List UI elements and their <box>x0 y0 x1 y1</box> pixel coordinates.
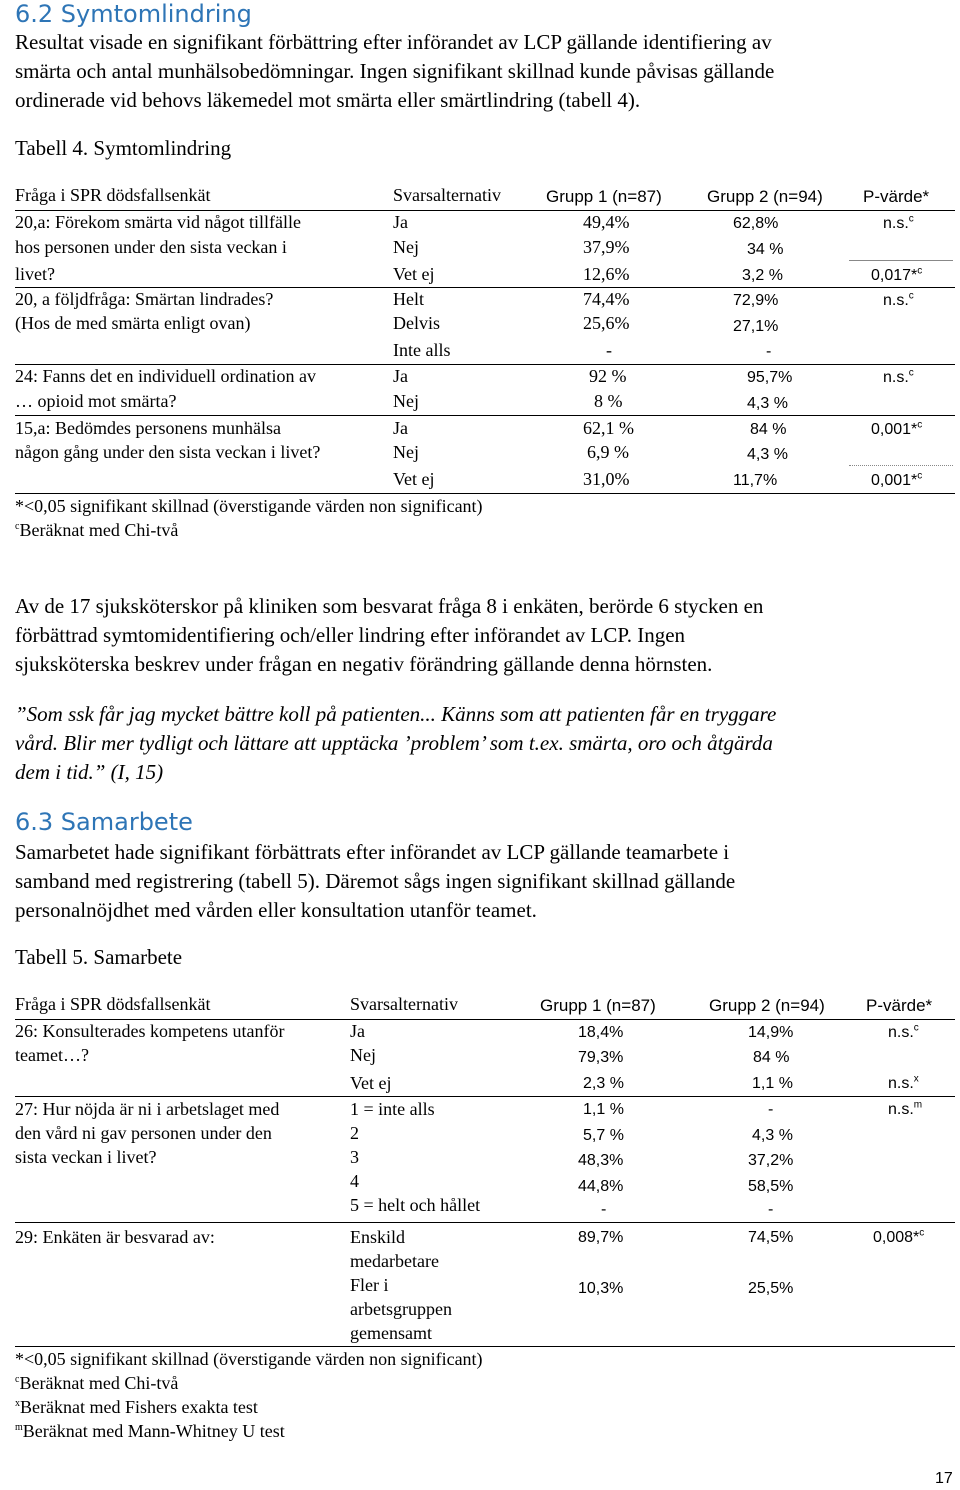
section-heading-6-3: 6.3 Samarbete <box>15 808 193 836</box>
group1-value: 8 % <box>594 391 623 411</box>
answer-option: 2 <box>350 1123 359 1143</box>
section-heading-6-2: 6.2 Symtomlindring <box>15 0 252 28</box>
answer-option: Enskild <box>350 1227 406 1247</box>
answer-option: Vet ej <box>393 469 435 489</box>
p-value: n.s.$^c$ <box>883 213 914 232</box>
p-value: n.s.$^c$ <box>883 290 914 309</box>
footnote-marker: c <box>908 213 914 225</box>
answer-option: Nej <box>393 391 419 411</box>
group2-value: 84 % <box>753 1049 790 1066</box>
paragraph-line: personalnöjdhet med vården eller konsultation utanför teamet. <box>15 898 537 922</box>
column-header-group1: Grupp 1 (n=87) <box>546 187 662 206</box>
p-value: 0,017*$^c$ <box>871 265 923 284</box>
group1-value: 44,8% <box>578 1178 624 1195</box>
group2-value: 58,5% <box>748 1178 794 1195</box>
page-number: 17 <box>935 1470 953 1487</box>
group2-value: - <box>766 343 772 360</box>
group2-value: 3,2 % <box>742 267 783 284</box>
group2-value: 4,3 % <box>747 446 788 463</box>
answer-option: Vet ej <box>350 1073 392 1093</box>
answer-option: 1 = inte alls <box>350 1099 435 1119</box>
answer-option: Delvis <box>393 313 440 333</box>
column-header-answer: Svarsalternativ <box>350 994 458 1014</box>
column-header-group2: Grupp 2 (n=94) <box>707 187 823 206</box>
answer-option: arbetsgruppen <box>350 1299 452 1319</box>
group2-value: - <box>768 1201 774 1218</box>
group2-value: 11,7% <box>733 472 778 489</box>
group1-value: - <box>606 340 612 360</box>
p-value: n.s.$^c$ <box>883 367 914 386</box>
question-text: 20,a: Förekom smärta vid något tillfälle <box>15 212 301 232</box>
paragraph-line: Av de 17 sjuksköterskor på kliniken som besvarat fråga 8 i enkäten, berörde 6 stycken en <box>15 594 764 618</box>
footnote-marker: c <box>917 265 923 277</box>
paragraph-line: sjuksköterska beskrev under frågan en negativ förändring gällande denna hörnsten. <box>15 652 713 676</box>
group2-value: 25,5% <box>748 1280 794 1297</box>
question-text: 29: Enkäten är besvarad av: <box>15 1227 215 1247</box>
table-caption: Tabell 5. Samarbete <box>15 945 183 969</box>
table-footnote: $^c$Beräknat med Chi-två <box>15 520 179 540</box>
group1-value: 79,3% <box>578 1049 624 1066</box>
table-footnote: *<0,05 signifikant skillnad (överstigande värden non significant) <box>15 496 483 516</box>
question-text: 26: Konsulterades kompetens utanför <box>15 1021 285 1041</box>
question-text: teamet…? <box>15 1045 89 1065</box>
group1-value: 2,3 % <box>583 1075 624 1092</box>
column-header-group1: Grupp 1 (n=87) <box>540 996 656 1015</box>
footnote-marker: m <box>913 1099 923 1111</box>
answer-option: Vet ej <box>393 264 435 284</box>
paragraph-line: förbättrad symtomidentifiering och/eller lindring efter införandet av LCP. Ingen <box>15 623 686 647</box>
answer-option: Nej <box>350 1045 376 1065</box>
question-text: livet? <box>15 264 55 284</box>
group2-value: - <box>768 1101 774 1118</box>
question-text: 27: Hur nöjda är ni i arbetslaget med <box>15 1099 280 1119</box>
p-value: n.s.$^m$ <box>888 1099 923 1118</box>
paragraph-line: Resultat visade en signifikant förbättring efter införandet av LCP gällande identifiering av <box>15 30 772 54</box>
group1-value: 5,7 % <box>583 1127 624 1144</box>
column-header-p-value: P-värde* <box>866 996 933 1015</box>
question-text: någon gång under den sista veckan i livet? <box>15 442 321 462</box>
answer-option: Helt <box>393 289 424 309</box>
group2-value: 37,2% <box>748 1152 794 1169</box>
footnote-marker: m <box>15 1422 23 1433</box>
group1-value: 10,3% <box>578 1280 624 1297</box>
group1-value: 48,3% <box>578 1152 624 1169</box>
p-value: n.s.$^c$ <box>888 1022 919 1041</box>
footnote-marker: c <box>917 470 923 482</box>
paragraph-line: smärta och antal munhälsobedömningar. Ingen signifikant skillnad kunde påvisas gällande <box>15 59 775 83</box>
quote-line: vård. Blir mer tydligt och lättare att upptäcka ’problem’ som t.ex. smärta, oro och åtgärda <box>15 731 773 755</box>
answer-option: 5 = helt och hållet <box>350 1195 481 1215</box>
group1-value: - <box>601 1201 607 1218</box>
column-header-p-value: P-värde* <box>863 187 930 206</box>
table-footnote: $^x$Beräknat med Fishers exakta test <box>15 1397 258 1417</box>
footnote-marker: c <box>908 290 914 302</box>
group2-value: 95,7% <box>747 369 793 386</box>
paragraph-line: ordinerade vid behovs läkemedel mot smärta eller smärtlindring (tabell 4). <box>15 88 641 112</box>
footnote-marker: c <box>917 419 923 431</box>
group1-value: 92 % <box>589 366 627 386</box>
question-text: … opioid mot smärta? <box>15 391 177 411</box>
group2-value: 62,8% <box>733 215 779 232</box>
quote-line: dem i tid.” (I, 15) <box>15 760 164 784</box>
question-text: (Hos de med smärta enligt ovan) <box>15 313 251 333</box>
column-header-group2: Grupp 2 (n=94) <box>709 996 825 1015</box>
table-caption: Tabell 4. Symtomlindring <box>15 136 232 160</box>
footnote-marker: x <box>15 1398 20 1409</box>
p-value: 0,008*$^c$ <box>873 1227 925 1246</box>
table-footnote: $^m$Beräknat med Mann-Whitney U test <box>15 1421 285 1441</box>
group2-value: 4,3 % <box>747 395 788 412</box>
question-text: hos personen under den sista veckan i <box>15 237 287 257</box>
question-text: 24: Fanns det en individuell ordination av <box>15 366 316 386</box>
question-text: sista veckan i livet? <box>15 1147 157 1167</box>
group1-value: 49,4% <box>583 212 630 232</box>
group1-value: 25,6% <box>583 313 630 333</box>
group1-value: 89,7% <box>578 1229 624 1246</box>
group1-value: 1,1 % <box>583 1101 624 1118</box>
footnote-marker: c <box>919 1227 925 1239</box>
question-text: den vård ni gav personen under den <box>15 1123 272 1143</box>
footnote-marker: c <box>15 521 20 532</box>
p-value: 0,001*$^c$ <box>871 419 923 438</box>
group1-value: 12,6% <box>583 264 630 284</box>
footnote-marker: c <box>15 1374 20 1385</box>
column-header-question: Fråga i SPR dödsfallsenkät <box>15 185 211 205</box>
group1-value: 6,9 % <box>587 442 629 462</box>
question-text: 15,a: Bedömdes personens munhälsa <box>15 418 281 438</box>
group2-value: 1,1 % <box>752 1075 793 1092</box>
table-footnote: *<0,05 signifikant skillnad (överstigande värden non significant) <box>15 1349 483 1369</box>
answer-option: Ja <box>393 212 408 232</box>
group1-value: 74,4% <box>583 289 630 309</box>
group1-value: 18,4% <box>578 1024 624 1041</box>
answer-option: Ja <box>393 418 408 438</box>
paragraph-line: samband med registrering (tabell 5). Däremot sågs ingen signifikant skillnad gällande <box>15 869 736 893</box>
p-value: 0,001*$^c$ <box>871 470 923 489</box>
group2-value: 74,5% <box>748 1229 794 1246</box>
p-value: n.s.$^x$ <box>888 1073 919 1092</box>
answer-option: medarbetare <box>350 1251 439 1271</box>
column-header-question: Fråga i SPR dödsfallsenkät <box>15 994 211 1014</box>
group1-value: 62,1 % <box>583 418 634 438</box>
answer-option: Fler i <box>350 1275 389 1295</box>
answer-option: Ja <box>393 366 408 386</box>
group1-value: 31,0% <box>583 469 630 489</box>
footnote-marker: c <box>908 367 914 379</box>
footnote-marker: x <box>913 1073 919 1085</box>
footnote-marker: c <box>913 1022 919 1034</box>
quote-line: ”Som ssk får jag mycket bättre koll på patienten... Känns som att patienten får en tryggare <box>15 702 777 726</box>
group2-value: 27,1% <box>733 318 779 335</box>
group1-value: 37,9% <box>583 237 630 257</box>
paragraph-line: Samarbetet hade signifikant förbättrats efter införandet av LCP gällande teamarbete i <box>15 840 730 864</box>
table-footnote: $^c$Beräknat med Chi-två <box>15 1373 179 1393</box>
group2-value: 84 % <box>750 421 787 438</box>
group2-value: 72,9% <box>733 292 779 309</box>
question-text: 20, a följdfråga: Smärtan lindrades? <box>15 289 274 309</box>
group2-value: 4,3 % <box>752 1127 793 1144</box>
answer-option: gemensamt <box>350 1323 432 1343</box>
answer-option: Ja <box>350 1021 365 1041</box>
column-header-answer: Svarsalternativ <box>393 185 501 205</box>
group2-value: 34 % <box>747 241 784 258</box>
answer-option: 3 <box>350 1147 359 1167</box>
answer-option: Inte alls <box>393 340 451 360</box>
group2-value: 14,9% <box>748 1024 794 1041</box>
answer-option: 4 <box>350 1171 359 1191</box>
answer-option: Nej <box>393 442 419 462</box>
answer-option: Nej <box>393 237 419 257</box>
